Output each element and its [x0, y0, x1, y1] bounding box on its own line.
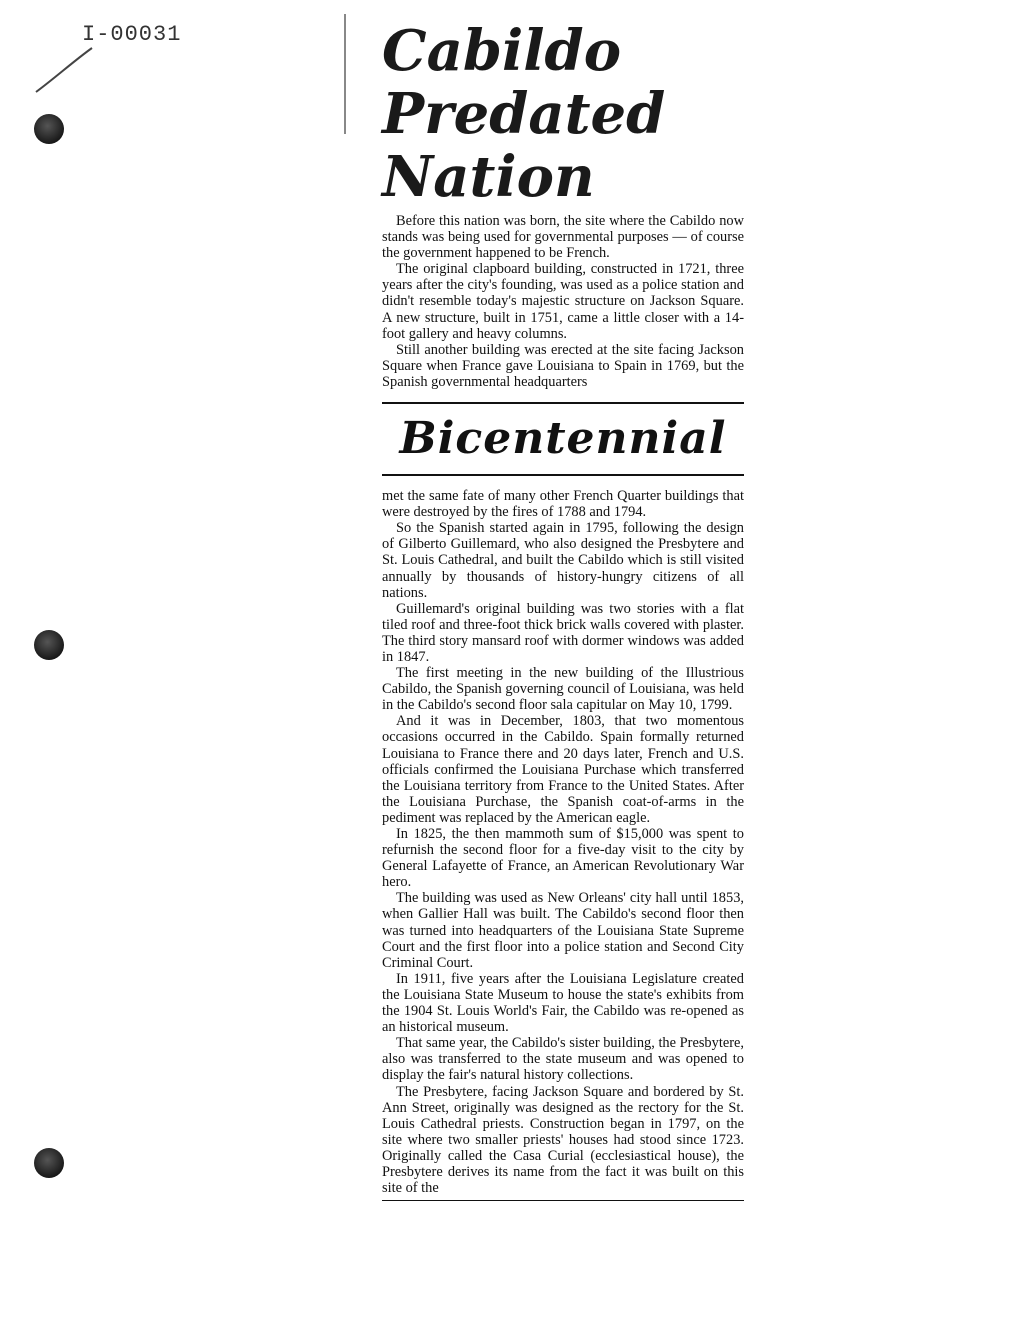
paragraph: The first meeting in the new building of the Illustrious Cabildo, the Spanish governing council of Louisiana, was held in the Cabildo's second floor sala capitular on May 10, 1799. [382, 665, 744, 714]
headline-line-1: Cabildo [382, 18, 622, 84]
pen-stroke-mark [30, 40, 100, 100]
paragraph: And it was in December, 1803, that two momentous occasions occurred in the Cabildo. Spain formally returned Louisiana to France there and 20 days later, French and U.S. officials confirmed the Louisiana Purchase which transferred the Louisiana territory from France to the United States. After the Louisiana Purchase, the Spanish coat-of-arms in the pediment was replaced by the American eagle. [382, 713, 744, 826]
paragraph: In 1911, five years after the Louisiana Legislature created the Louisiana State Museum to house the state's exhibits from the 1904 St. Louis World's Fair, the Cabildo was re-opened as an historical museum. [382, 970, 744, 1036]
punch-hole-top [34, 114, 64, 144]
headline-line-3: Nation [382, 144, 595, 210]
paragraph: Before this nation was born, the site where the Cabildo now stands was being used for governmental purposes — of course the government happened to be French. [382, 213, 744, 262]
punch-hole-middle [34, 630, 64, 660]
paragraph: In 1825, the then mammoth sum of $15,000 was spent to refurnish the second floor for a five-day visit to the city by General Lafayette of France, an American Revolutionary War hero. [382, 826, 744, 891]
paragraph: The Presbytere, facing Jackson Square and bordered by St. Ann Street, originally was designed as the rectory for the St. Louis Cathedral priests. Construction began in 1797, on the site where two smaller priests' houses had stood since 1723. Originally called the Casa Curial (ecclesiastical house), the Presbytere derives its name from the fact it was built on this site of the [382, 1083, 744, 1197]
paragraph: Still another building was erected at the site facing Jackson Square when France gave Louisiana to Spain in 1769, but the Spanish governmental headquarters [382, 341, 744, 390]
paragraph: met the same fate of many other French Quarter buildings that were destroyed by the fires of 1788 and 1794. [382, 488, 744, 521]
article-body-bottom [382, 488, 744, 1196]
paragraph: The building was used as New Orleans' city hall until 1853, when Gallier Hall was built. The Cabildo's second floor then was turned into headquarters of the Louisiana State Supreme Court and the first floor into a police station and Second City Criminal Court. [382, 890, 744, 971]
clipping-edge-line [344, 14, 346, 134]
bicentennial-banner: Bicentennial [399, 413, 727, 465]
paragraph: So the Spanish started again in 1795, following the design of Gilberto Guillemard, who also designed the Presbytere and St. Louis Cathedral, and built the Cabildo which is still visited annually by thousands of history-hungry citizens of all nations. [382, 520, 744, 601]
paragraph: Guillemard's original building was two stories with a flat tiled roof and three-foot thick brick walls covered with plaster. The third story mansard roof with dormer windows was added in 1847. [382, 600, 744, 665]
punch-hole-bottom [34, 1148, 64, 1178]
article-body-top [382, 213, 744, 390]
banner-bottom-rule [382, 474, 744, 476]
newspaper-clipping [382, 20, 744, 1201]
document-id-stamp: I-00031 [82, 22, 182, 47]
paragraph: The original clapboard building, constructed in 1721, three years after the city's founding, was used as a police station and didn't resemble today's majestic structure on Jackson Square. A new structure, built in 1751, came a little closer with a 14-foot gallery and heavy columns. [382, 261, 744, 342]
clipping-bottom-rule [382, 1200, 744, 1201]
headline-line-2: Predated [382, 81, 666, 147]
article-headline [382, 20, 744, 209]
paragraph: That same year, the Cabildo's sister building, the Presbytere, also was transferred to the state museum and was opened to display the fair's natural history collections. [382, 1035, 744, 1084]
